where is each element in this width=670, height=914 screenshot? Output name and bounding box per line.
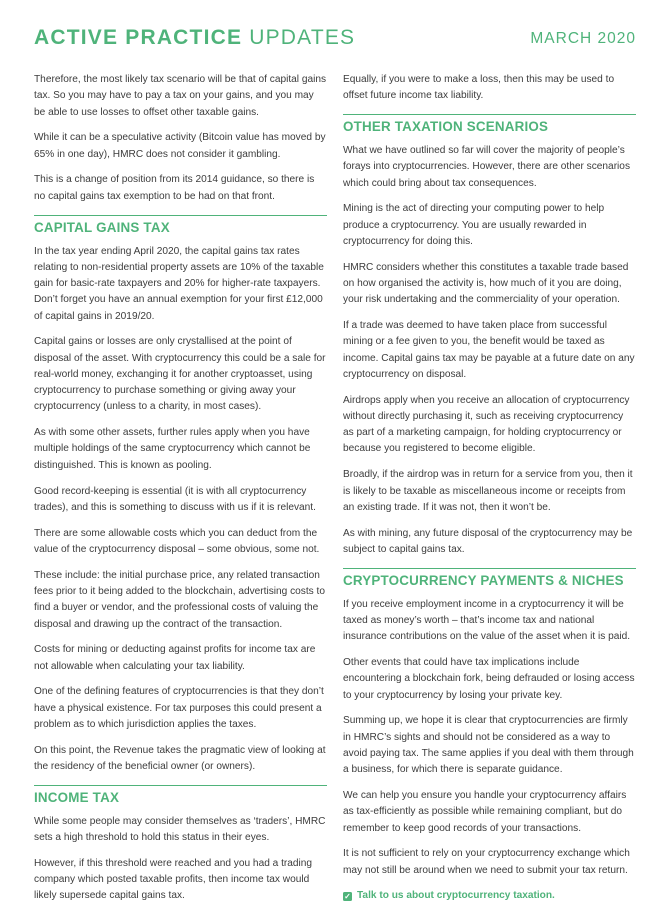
call-to-action-text: Talk to us about cryptocurrency taxation. xyxy=(357,890,555,902)
paragraph: While it can be a speculative activity (Bitcoin value has moved by 65% in one day), HMRC does not consider it gambling. xyxy=(34,132,326,160)
section-heading-cryptocurrency-payments: CRYPTOCURRENCY PAYMENTS & NICHES xyxy=(343,568,636,590)
paragraph: Mining is the act of directing your computing power to help produce a cryptocurrency. You are usually rewarded in cryptocurrency for doing this. xyxy=(343,203,605,247)
section-heading-capital-gains-tax: CAPITAL GAINS TAX xyxy=(34,215,327,237)
paragraph: Capital gains or losses are only crystallised at the point of disposal of the asset. With cryptocurrency this could be a sale for real-world money, exchanging it for another cryptoasset, using cryptocurrency to purchase something or giving away your cryptocurrency (unless to a charity, in most cases). xyxy=(34,336,326,413)
paragraph: One of the defining features of cryptocurrencies is that they don’t have a physical existence. For tax purposes this could present a problem as to which jurisdiction applies the taxes. xyxy=(34,686,324,730)
paragraph: These include: the initial purchase price, any related transaction fees prior to it being added to the blockchain, advertising costs to find a buyer or vendor, and the professional costs of valuing the disposal and drawing up the contract of the transaction. xyxy=(34,569,325,630)
issue-date: MARCH 2020 xyxy=(530,30,636,47)
paragraph: We can help you ensure you handle your cryptocurrency affairs as tax-efficiently as possible while remaining compliant, but do remember to keep good records of your transactions. xyxy=(343,790,627,834)
paragraph: If a trade was deemed to have taken place from successful mining or a fee given to you, the benefit would be taxed as income. Capital gains tax may be payable at a future date on any cryptocurrency on disposal. xyxy=(343,320,635,380)
paragraph: Airdrops apply when you receive an allocation of cryptocurrency without directly purchasing it, such as receiving cryptocurrency as part of a marketing campaign, for holding cryptocurrency or because you registered to become eligible. xyxy=(343,394,630,455)
newsletter-title xyxy=(34,26,355,50)
paragraph: Good record-keeping is essential (it is with all cryptocurrency trades), and this is something to discuss with us if it is relevant. xyxy=(34,485,316,513)
paragraph: This is a change of position from its 2014 guidance, so there is no capital gains tax exemption to be had on that front. xyxy=(34,174,315,202)
page-header xyxy=(34,26,636,56)
paragraph: Summing up, we hope it is clear that cryptocurrencies are firmly in HMRC’s sights and should not be considered as a way to avoid paying tax. The same applies if you deal with them through a business, for which there is separate guidance. xyxy=(343,715,634,776)
paragraph: HMRC considers whether this constitutes a taxable trade based on how organised the activity is, how much of it you are doing, your risk undertaking and the commerciality of your operation. xyxy=(343,261,629,306)
paragraph: On this point, the Revenue takes the pragmatic view of looking at the residency of the beneficial owner (or owners). xyxy=(34,744,326,773)
paragraph: However, if this threshold were reached and you had a trading company which posted taxable profits, then income tax would likely supersede capital gains tax. xyxy=(34,857,313,902)
paragraph: As with some other assets, further rules apply when you have multiple holdings of the same cryptocurrency which cannot be distinguished. This is known as pooling. xyxy=(34,427,311,471)
paragraph: Equally, if you were to make a loss, then this may be used to offset future income tax liability. xyxy=(343,74,615,102)
checkbox-icon: ✓ xyxy=(344,892,351,902)
paragraph: Other events that could have tax implications include encountering a blockchain fork, being defrauded or losing access to your cryptocurrency by losing your private key. xyxy=(343,657,635,701)
paragraph: Costs for mining or deducting against profits for income tax are not allowable when calculating your tax liability. xyxy=(34,644,316,672)
paragraph: If you receive employment income in a cryptocurrency it will be taxed as money’s worth – that’s income tax and national insurance contributions on the value of the asset when it is paid. xyxy=(343,598,631,643)
paragraph: Broadly, if the airdrop was in return for a service from you, then it is likely to be taxable as miscellaneous income or receipts from an existing trade. If it was not, then it won’t be. xyxy=(343,469,633,513)
paragraph: As with mining, any future disposal of the cryptocurrency may be subject to capital gains tax. xyxy=(343,527,633,555)
section-heading-other-taxation-scenarios: OTHER TAXATION SCENARIOS xyxy=(343,114,636,136)
paragraph: It is not sufficient to rely on your cryptocurrency exchange which may not still be around when we need to submit your tax return. xyxy=(343,848,630,876)
paragraph: While some people may consider themselves as ‘traders’, HMRC sets a high threshold to hold this status in their eyes. xyxy=(34,815,326,844)
left-column xyxy=(34,72,327,914)
paragraph: What we have outlined so far will cover the majority of people’s forays into cryptocurrencies. However, there are other scenarios which could bring about tax consequences. xyxy=(343,145,631,189)
title-bold: ACTIVE PRACTICE xyxy=(34,26,243,49)
paragraph: There are some allowable costs which you can deduct from the value of the cryptocurrency disposal – some obvious, some not. xyxy=(34,527,320,555)
title-light: UPDATES xyxy=(249,26,356,49)
paragraph: Therefore, the most likely tax scenario will be that of capital gains tax. So you may have to pay a tax on your gains, and you may be able to use losses to offset other taxable gains. xyxy=(34,74,327,118)
call-to-action xyxy=(343,888,636,903)
section-heading-income-tax: INCOME TAX xyxy=(34,785,327,807)
paragraph: In the tax year ending April 2020, the capital gains tax rates relating to non-residential property assets are 10% of the taxable gain for basic-rate taxpayers and 20% for higher-rate taxpayers. Don’t forget you have an annual exemption for your first £12,000 of capital gains in 2019/20. xyxy=(34,245,324,322)
right-column xyxy=(343,72,636,903)
